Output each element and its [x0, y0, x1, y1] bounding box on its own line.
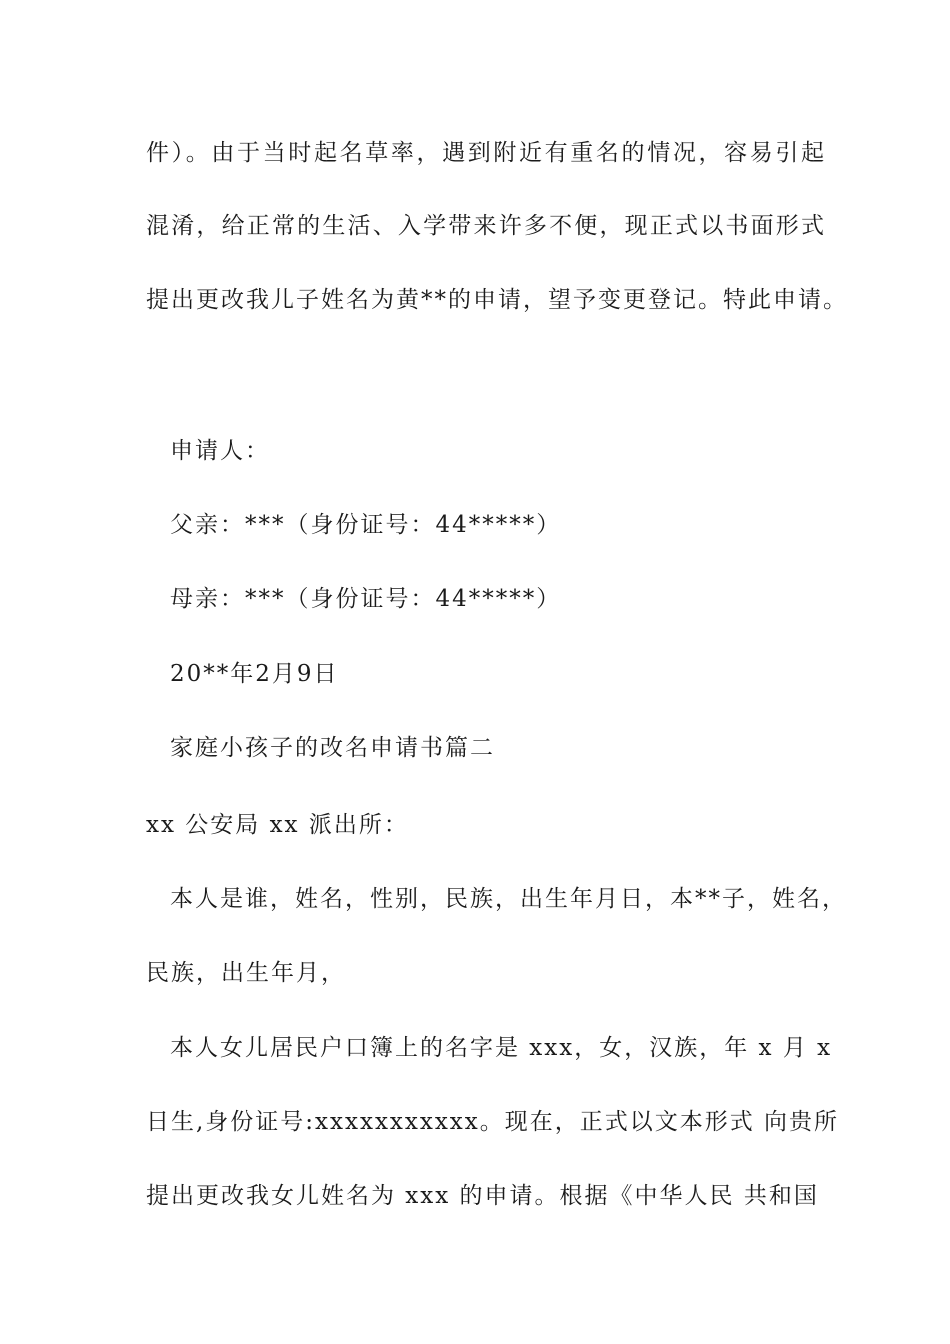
body-text-line: 本人女儿居民户口簿上的名字是 xxx，女，汉族，年 x 月 x	[170, 1035, 833, 1061]
addressee-line: xx 公安局 xx 派出所：	[146, 812, 409, 838]
mother-info: 母亲：***（身份证号：44*****）	[170, 586, 562, 612]
date-line: 20**年2月9日	[170, 661, 339, 687]
body-text-line: 日生,身份证号:xxxxxxxxxxx。现在，正式以文本形式 向贵所	[146, 1109, 840, 1135]
body-text-line: 混淆，给正常的生活、入学带来许多不便，现正式以书面形式	[146, 213, 826, 239]
body-text-line: 提出更改我儿子姓名为黄**的申请，望予变更登记。特此申请。	[146, 287, 848, 313]
body-text-line: 民族，出生年月，	[146, 960, 346, 986]
body-text-line: 件）。由于当时起名草率，遇到附近有重名的情况，容易引起	[146, 140, 826, 166]
father-info: 父亲：***（身份证号：44*****）	[170, 512, 562, 538]
body-text-line: 提出更改我女儿姓名为 xxx 的申请。根据《中华人民 共和国	[146, 1183, 819, 1209]
section-heading: 家庭小孩子的改名申请书篇二	[170, 735, 495, 761]
applicant-label: 申请人：	[170, 438, 270, 464]
body-text-line: 本人是谁，姓名，性别，民族，出生年月日，本**子，姓名，	[170, 886, 847, 912]
